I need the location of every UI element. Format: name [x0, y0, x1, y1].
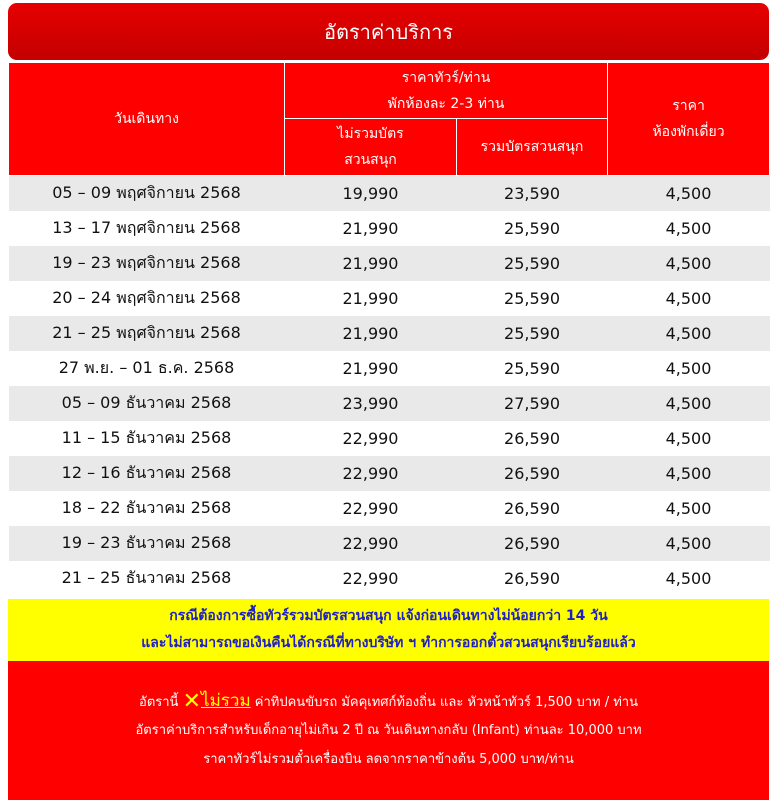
cell-single-room: 4,500 — [608, 176, 770, 212]
cell-single-room: 4,500 — [608, 281, 770, 316]
cell-single-room: 4,500 — [608, 246, 770, 281]
notice-line: กรณีต้องการซื้อทัวร์รวมบัตรสวนสนุก แจ้งก่อนเดินทางไม่น้อยกว่า 14 วัน — [169, 608, 608, 624]
ticket-purchase-notice — [8, 599, 769, 661]
cell-date: 19 – 23 พฤศจิกายน 2568 — [9, 246, 285, 281]
cell-date: 21 – 25 พฤศจิกายน 2568 — [9, 316, 285, 351]
cell-date: 12 – 16 ธันวาคม 2568 — [9, 456, 285, 491]
table-row — [9, 456, 770, 491]
cell-price-without-ticket: 22,990 — [285, 421, 457, 456]
exclude-label: ไม่รวม — [201, 691, 251, 711]
cell-date: 13 – 17 พฤศจิกายน 2568 — [9, 211, 285, 246]
header-travel-date: วันเดินทาง — [9, 63, 285, 176]
table-row — [9, 421, 770, 456]
cell-date: 20 – 24 พฤศจิกายน 2568 — [9, 281, 285, 316]
cell-price-with-ticket: 26,590 — [457, 561, 608, 596]
cross-mark-icon: ✕ — [182, 689, 202, 714]
cell-date: 27 พ.ย. – 01 ธ.ค. 2568 — [9, 351, 285, 386]
cell-single-room: 4,500 — [608, 456, 770, 491]
table-row — [9, 176, 770, 212]
tip-exclusion-line — [8, 687, 769, 716]
table-row — [9, 351, 770, 386]
cell-date: 21 – 25 ธันวาคม 2568 — [9, 561, 285, 596]
cell-price-with-ticket: 25,590 — [457, 351, 608, 386]
header-without-ticket: ไม่รวมบัตร สวนสนุก — [285, 119, 457, 176]
page-title: อัตราค่าบริการ — [323, 19, 454, 44]
infant-rate-line: อัตราค่าบริการสำหรับเด็กอายุไม่เกิน 2 ปี ณ วันเดินทางกลับ (Infant) ท่านละ 10,000 บาท — [135, 723, 642, 738]
cell-price-without-ticket: 23,990 — [285, 386, 457, 421]
cell-price-without-ticket: 21,990 — [285, 211, 457, 246]
header-single-room: ราคา ห้องพักเดี่ยว — [608, 63, 770, 176]
cell-price-without-ticket: 22,990 — [285, 526, 457, 561]
cell-price-without-ticket: 21,990 — [285, 281, 457, 316]
cell-price-without-ticket: 21,990 — [285, 316, 457, 351]
cell-price-with-ticket: 27,590 — [457, 386, 608, 421]
table-row — [9, 316, 770, 351]
table-row — [9, 211, 770, 246]
conditions-notice — [8, 661, 769, 800]
cell-price-without-ticket: 21,990 — [285, 246, 457, 281]
table-row — [9, 526, 770, 561]
cell-date: 19 – 23 ธันวาคม 2568 — [9, 526, 285, 561]
cell-single-room: 4,500 — [608, 526, 770, 561]
cell-price-without-ticket: 19,990 — [285, 176, 457, 212]
table-row — [9, 561, 770, 596]
cell-single-room: 4,500 — [608, 211, 770, 246]
tip-exclusion-text: ค่าทิปคนขับรถ มัคคุเทศก์ท้องถิ่น และ หัวหน้าทัวร์ 1,500 บาท / ท่าน — [254, 695, 638, 710]
table-row — [9, 386, 770, 421]
table-row — [9, 281, 770, 316]
cell-price-with-ticket: 25,590 — [457, 246, 608, 281]
cell-single-room: 4,500 — [608, 421, 770, 456]
table-header-row — [9, 63, 770, 119]
cell-price-with-ticket: 25,590 — [457, 316, 608, 351]
page-title-bar — [8, 3, 769, 60]
table-row — [9, 491, 770, 526]
cell-price-without-ticket: 22,990 — [285, 456, 457, 491]
cell-price-with-ticket: 26,590 — [457, 526, 608, 561]
cell-price-with-ticket: 25,590 — [457, 281, 608, 316]
header-with-ticket: รวมบัตรสวนสนุก — [457, 119, 608, 176]
cell-price-without-ticket: 21,990 — [285, 351, 457, 386]
table-row — [9, 246, 770, 281]
cell-price-with-ticket: 25,590 — [457, 211, 608, 246]
header-tour-price: ราคาทัวร์/ท่าน พักห้องละ 2-3 ท่าน — [285, 63, 608, 119]
cell-date: 11 – 15 ธันวาคม 2568 — [9, 421, 285, 456]
rates-table — [8, 62, 770, 596]
cell-single-room: 4,500 — [608, 561, 770, 596]
cell-price-with-ticket: 26,590 — [457, 456, 608, 491]
cell-price-without-ticket: 22,990 — [285, 561, 457, 596]
cell-price-without-ticket: 22,990 — [285, 491, 457, 526]
tip-exclusion-prefix: อัตรานี้ — [139, 695, 179, 710]
cell-price-with-ticket: 26,590 — [457, 491, 608, 526]
no-flight-rate-line: ราคาทัวร์ไม่รวมตั๋วเครื่องบิน ลดจากราคาข้างต้น 5,000 บาท/ท่าน — [203, 752, 574, 767]
cell-date: 18 – 22 ธันวาคม 2568 — [9, 491, 285, 526]
cell-price-with-ticket: 26,590 — [457, 421, 608, 456]
cell-date: 05 – 09 พฤศจิกายน 2568 — [9, 176, 285, 212]
cell-price-with-ticket: 23,590 — [457, 176, 608, 212]
cell-single-room: 4,500 — [608, 491, 770, 526]
cell-single-room: 4,500 — [608, 351, 770, 386]
notice-line: และไม่สามารถขอเงินคืนได้กรณีที่ทางบริษัท ฯ ทำการออกตั๋วสวนสนุกเรียบร้อยแล้ว — [141, 635, 636, 651]
cell-single-room: 4,500 — [608, 386, 770, 421]
cell-single-room: 4,500 — [608, 316, 770, 351]
cell-date: 05 – 09 ธันวาคม 2568 — [9, 386, 285, 421]
